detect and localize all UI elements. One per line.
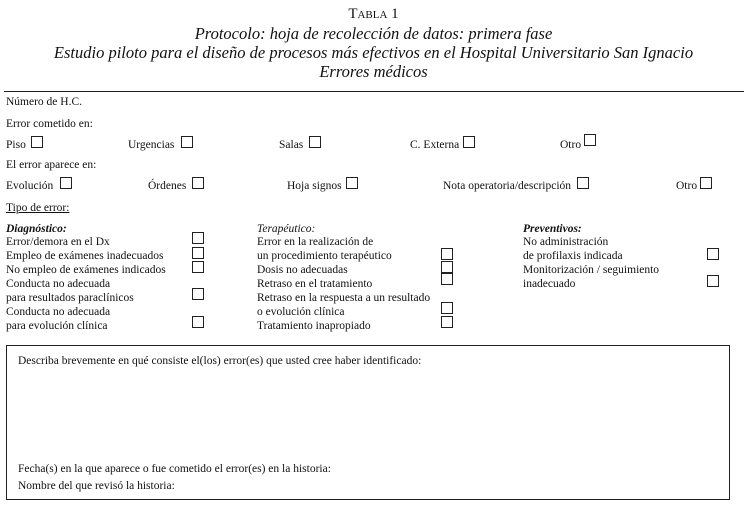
checkbox-examenes-no-indicados[interactable] [192,261,204,273]
list-item: No administración [523,236,609,248]
list-item: Conducta no adecuada [6,306,111,318]
list-item: Dosis no adecuadas [257,264,348,276]
list-item: Conducta no adecuada [6,278,111,290]
option-label: Nota operatoria/descripción [443,180,572,192]
diagnostico-heading: Diagnóstico: [6,223,67,235]
hc-label: Número de H.C. [6,96,83,108]
divider [4,91,744,92]
title-line-2: Estudio piloto para el diseño de procesos más efectivos en el Hospital Universitario San Ignacio [53,43,694,62]
checkbox-conducta-evolucion[interactable] [192,316,204,328]
checkbox-retraso-respuesta[interactable] [441,302,453,314]
table-label: Tabla 1 [348,6,399,22]
list-item: Error en la realización de [257,236,374,248]
list-item: Error/demora en el Dx [6,236,110,248]
nombre-label: Nombre del que revisó la historia: [18,480,175,492]
checkbox-piso[interactable] [31,136,43,148]
checkbox-error-demora-dx[interactable] [192,232,204,244]
checkbox-retraso-tratamiento[interactable] [441,273,453,285]
terapeutico-heading: Terapéutico: [257,223,316,235]
option-label: Urgencias [128,139,175,151]
list-item: Retraso en la respuesta a un resultado [257,292,431,304]
checkbox-salas[interactable] [309,136,321,148]
description-box[interactable] [6,345,730,500]
option-label: C. Externa [410,139,460,151]
preventivos-heading: Preventivos: [523,223,582,235]
list-item: inadecuado [523,278,576,290]
checkbox-c-externa[interactable] [463,136,475,148]
checkbox-procedimiento[interactable] [441,248,453,260]
list-item: Monitorización / seguimiento [523,264,660,276]
checkbox-otro[interactable] [584,134,596,146]
list-item: para resultados paraclínicos [6,292,134,304]
checkbox-dosis[interactable] [441,261,453,273]
checkbox-conducta-paraclinicos[interactable] [192,288,204,300]
error-aparece-label: El error aparece en: [6,159,97,171]
option-label: Salas [279,139,304,151]
checkbox-urgencias[interactable] [181,136,193,148]
list-item: No empleo de exámenes indicados [6,264,166,276]
title-line-3: Errores médicos [319,62,428,81]
list-item: Retraso en el tratamiento [257,278,373,290]
describa-label: Describa brevemente en qué consiste el(los) error(es) que usted cree haber identificado: [18,355,422,367]
title-line-1: Protocolo: hoja de recolección de datos: primera fase [194,24,553,43]
option-label: Hoja signos [287,180,342,192]
fecha-label: Fecha(s) en la que aparece o fue cometido el error(es) en la historia: [18,463,331,475]
list-item: Tratamiento inapropiado [257,320,371,332]
option-label: Órdenes [148,180,187,192]
checkbox-monitorizacion[interactable] [707,275,719,287]
checkbox-evolucion[interactable] [60,177,72,189]
option-label: Piso [6,139,26,151]
list-item: un procedimiento terapéutico [257,250,392,262]
option-label: Otro [560,139,582,151]
list-item: o evolución clínica [257,306,345,318]
checkbox-profilaxis[interactable] [707,248,719,260]
checkbox-otro-aparece[interactable] [700,177,712,189]
option-label: Evolución [6,180,54,192]
tipo-error-label: Tipo de error: [6,202,70,214]
checkbox-nota-operatoria[interactable] [577,177,589,189]
checkbox-hoja-signos[interactable] [346,177,358,189]
checkbox-examenes-inadecuados[interactable] [192,247,204,259]
checkbox-ordenes[interactable] [192,177,204,189]
error-cometido-label: Error cometido en: [6,118,93,130]
option-label: Otro [676,180,698,192]
list-item: para evolución clínica [6,320,108,332]
list-item: de profilaxis indicada [523,250,623,262]
list-item: Empleo de exámenes inadecuados [6,250,164,262]
checkbox-tratamiento-inapropiado[interactable] [441,316,453,328]
